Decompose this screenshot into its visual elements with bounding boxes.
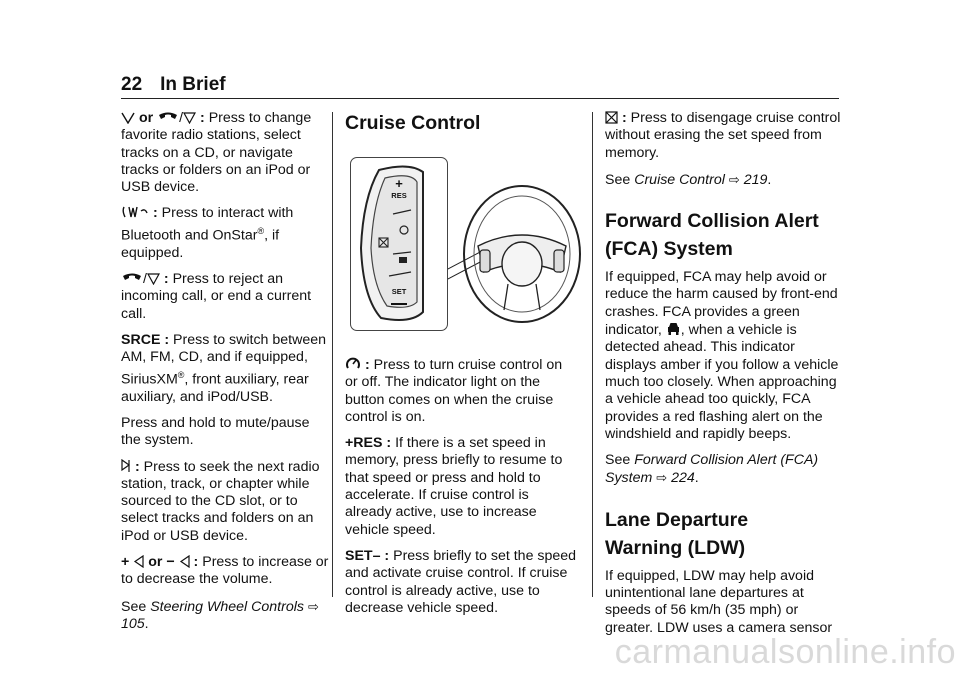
section-title: In Brief — [160, 74, 226, 95]
heading-cruise-control: Cruise Control — [345, 112, 481, 134]
down-triangle-icon — [147, 273, 160, 285]
column-2 — [345, 110, 577, 146]
cancel-x-icon — [605, 111, 618, 124]
column-divider-1 — [332, 112, 333, 597]
paragraph-reject: / : Press to reject an incoming call, or end a current call. — [121, 271, 312, 322]
column-3 — [605, 110, 841, 646]
svg-text:+: + — [395, 176, 403, 191]
column-divider-2 — [592, 112, 593, 597]
paragraph-cancel: : Press to disengage cruise control without erasing the set speed from memory. — [605, 110, 841, 161]
cruise-speedometer-icon — [345, 356, 361, 371]
page-reference[interactable]: 219 — [743, 171, 768, 188]
phone-hangup-icon — [157, 111, 179, 124]
heading-ldw: Lane Departure Warning (LDW) — [605, 508, 749, 559]
cross-reference[interactable]: Cruise Control — [634, 171, 725, 188]
paragraph-res: +RES : If there is a set speed in memory, press briefly to resume to that speed or press and hold to accelerate. If cruise control is already active, use to increase vehicle speed. — [345, 435, 563, 538]
column-1 — [121, 110, 329, 642]
seek-next-icon — [121, 459, 131, 473]
paragraph-cruise-on: : Press to turn cruise control on or off. The indicator light on the button comes on when the cruise control is on. — [345, 357, 563, 425]
heading-fca: Forward Collision Alert (FCA) System — [605, 210, 819, 261]
cross-reference[interactable]: Steering Wheel Controls — [150, 598, 304, 615]
paragraph-ldw: If equipped, LDW may help avoid unintentional lane departures at speeds of 56 km/h (35 mph) or greater. LDW uses a camera sensor — [605, 567, 833, 636]
cruise-buttons-figure — [350, 157, 448, 331]
cross-reference[interactable]: Forward Collision Alert (FCA) System — [605, 452, 819, 487]
volume-icon — [133, 555, 144, 568]
paragraph-fca: If equipped, FCA may help avoid or reduce the harm caused by front-end crashes. FCA provides a green indicator, , when a vehicle is detected ahead. This indicator displays amber if you follow a vehicle much too closely. When approaching a vehicle ahead too quickly, FCA provides a red flashing alert on the windshield and rapidly beeps. — [605, 269, 839, 442]
favorites-text: Press to change favorite radio stations, select tracks on a CD, or navigate tracks or folders on an iPod or USB device. — [121, 110, 312, 196]
page-reference[interactable]: 105 — [121, 615, 145, 632]
volume-icon — [179, 555, 190, 568]
watermark: carmanualsonline.info — [614, 633, 956, 671]
steering-wheel-illustration — [448, 152, 586, 330]
vehicle-ahead-icon — [666, 321, 681, 336]
paragraph-see-cruise: See Cruise Control ⇨ 219. — [605, 171, 772, 188]
paragraph-mute: Press and hold to mute/pause the system. — [121, 414, 310, 449]
res-label: RES — [391, 191, 407, 200]
down-triangle-icon — [183, 112, 196, 124]
paragraph-srce: SRCE : Press to switch between AM, FM, CD, and if equipped, SiriusXM®, front auxiliary, rear auxiliary, and iPod/USB. — [121, 332, 327, 405]
voice-talk-icon — [121, 205, 149, 219]
star-outline-icon — [121, 111, 135, 124]
paragraph-seek: : Press to seek the next radio station, track, or chapter while sourced to the CD slot, or to select tracks and folders on an iPod or USB device. — [121, 458, 320, 544]
set-label: SET — [391, 287, 407, 296]
paragraph-voice: : Press to interact with Bluetooth and OnStar®, if equipped. — [121, 205, 294, 261]
page-reference[interactable]: 224 — [671, 470, 695, 487]
paragraph-volume: + or − : Press to increase or to decrease the volume. — [121, 554, 329, 588]
column-2-text — [345, 356, 577, 626]
paragraph-see-fca: See Forward Collision Alert (FCA) System ⇨ 224. — [605, 452, 819, 487]
page-header — [121, 74, 839, 99]
paragraph-set: SET– : Press briefly to set the speed and activate cruise control. If cruise control is already active, use to decrease vehicle speed. — [345, 547, 577, 616]
phone-hangup-icon — [121, 272, 143, 285]
page-number: 22 — [121, 74, 143, 95]
paragraph-see-steering: See Steering Wheel Controls ⇨ 105. — [121, 598, 319, 632]
paragraph-favorites: or / : Press to change favorite radio stations, select tracks on a CD, or navigate tracks or folders on an iPod or USB device. — [121, 110, 312, 196]
cruise-buttons-drawing — [351, 158, 447, 330]
or-word: or — [138, 110, 154, 126]
